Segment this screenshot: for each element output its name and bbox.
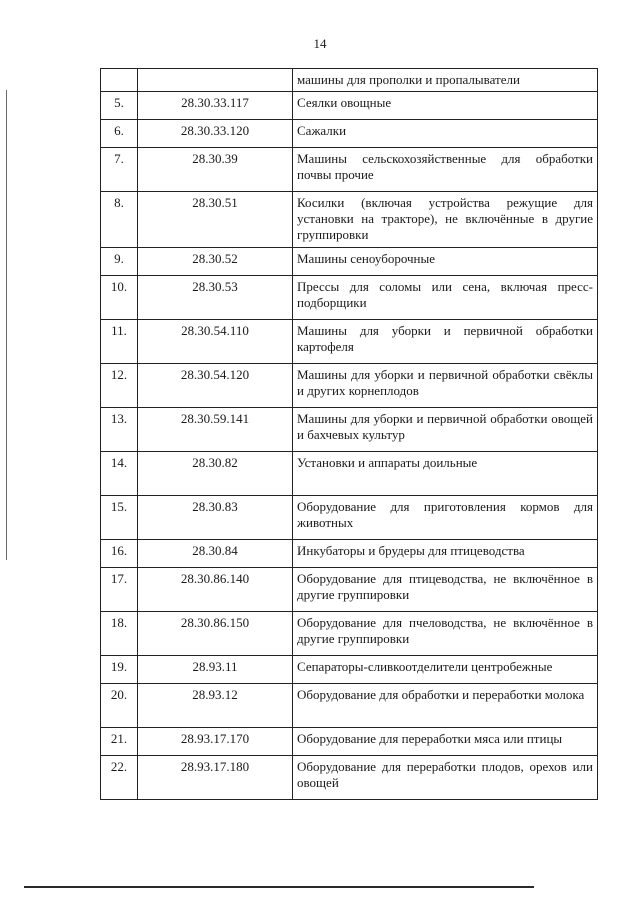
row-description: Машины сельскохозяйственные для обработки почвы прочие [293, 148, 598, 192]
page-number: 14 [313, 36, 327, 51]
row-number: 5. [101, 92, 138, 120]
table-row [101, 192, 598, 248]
row-code: 28.30.54.110 [138, 320, 293, 364]
table-row [101, 408, 598, 452]
row-code: 28.93.12 [138, 684, 293, 728]
row-description: Косилки (включая устройства режущие для установки на тракторе), не включённые в другие группировки [293, 192, 598, 248]
row-number: 7. [101, 148, 138, 192]
row-description: Установки и аппараты доильные [293, 452, 598, 496]
row-code: 28.30.39 [138, 148, 293, 192]
row-description: Сеялки овощные [293, 92, 598, 120]
row-description: Оборудование для обработки и переработки молока [293, 684, 598, 728]
row-number: 17. [101, 568, 138, 612]
row-number: 14. [101, 452, 138, 496]
row-code: 28.30.86.140 [138, 568, 293, 612]
row-code: 28.30.86.150 [138, 612, 293, 656]
row-number: 9. [101, 248, 138, 276]
table-row [101, 92, 598, 120]
table-body [101, 69, 598, 800]
row-description: Оборудование для пчеловодства, не включённое в другие группировки [293, 612, 598, 656]
row-number: 16. [101, 540, 138, 568]
table-row [101, 496, 598, 540]
row-code: 28.30.83 [138, 496, 293, 540]
row-description: Оборудование для приготовления кормов для животных [293, 496, 598, 540]
equipment-table [100, 68, 598, 800]
row-number: 12. [101, 364, 138, 408]
row-code: 28.93.11 [138, 656, 293, 684]
row-code: 28.93.17.180 [138, 756, 293, 800]
table-row [101, 120, 598, 148]
row-number: 15. [101, 496, 138, 540]
row-code: 28.30.33.117 [138, 92, 293, 120]
row-number: 6. [101, 120, 138, 148]
row-number: 11. [101, 320, 138, 364]
row-number [101, 69, 138, 92]
row-number: 22. [101, 756, 138, 800]
table-row [101, 69, 598, 92]
bottom-rule [24, 886, 534, 888]
row-number: 13. [101, 408, 138, 452]
table-row [101, 684, 598, 728]
row-description: Прессы для соломы или сена, включая пресс-подборщики [293, 276, 598, 320]
table-row [101, 320, 598, 364]
row-code: 28.30.33.120 [138, 120, 293, 148]
table-row [101, 540, 598, 568]
row-number: 10. [101, 276, 138, 320]
row-description: Сажалки [293, 120, 598, 148]
row-description: Машины для уборки и первичной обработки свёклы и других корнеплодов [293, 364, 598, 408]
table-row [101, 756, 598, 800]
row-description: Сепараторы-сливкоотделители центробежные [293, 656, 598, 684]
row-code: 28.30.52 [138, 248, 293, 276]
row-description: Машины сеноуборочные [293, 248, 598, 276]
row-description: машины для прополки и пропалыватели [293, 69, 598, 92]
left-margin-line [6, 90, 7, 560]
row-description: Оборудование для переработки мяса или птицы [293, 728, 598, 756]
table-row [101, 568, 598, 612]
row-code: 28.30.51 [138, 192, 293, 248]
table-row [101, 248, 598, 276]
row-code: 28.30.59.141 [138, 408, 293, 452]
row-number: 20. [101, 684, 138, 728]
table-row [101, 612, 598, 656]
row-number: 8. [101, 192, 138, 248]
table-row [101, 656, 598, 684]
row-code: 28.93.17.170 [138, 728, 293, 756]
row-code: 28.30.82 [138, 452, 293, 496]
row-description: Оборудование для птицеводства, не включённое в другие группировки [293, 568, 598, 612]
row-description: Оборудование для переработки плодов, орехов или овощей [293, 756, 598, 800]
table-row [101, 452, 598, 496]
row-code: 28.30.84 [138, 540, 293, 568]
row-number: 18. [101, 612, 138, 656]
table-row [101, 728, 598, 756]
row-number: 21. [101, 728, 138, 756]
row-code: 28.30.54.120 [138, 364, 293, 408]
table-row [101, 276, 598, 320]
row-description: Машины для уборки и первичной обработки картофеля [293, 320, 598, 364]
row-number: 19. [101, 656, 138, 684]
table-row [101, 148, 598, 192]
row-code: 28.30.53 [138, 276, 293, 320]
row-description: Инкубаторы и брудеры для птицеводства [293, 540, 598, 568]
row-code [138, 69, 293, 92]
table-row [101, 364, 598, 408]
row-description: Машины для уборки и первичной обработки овощей и бахчевых культур [293, 408, 598, 452]
